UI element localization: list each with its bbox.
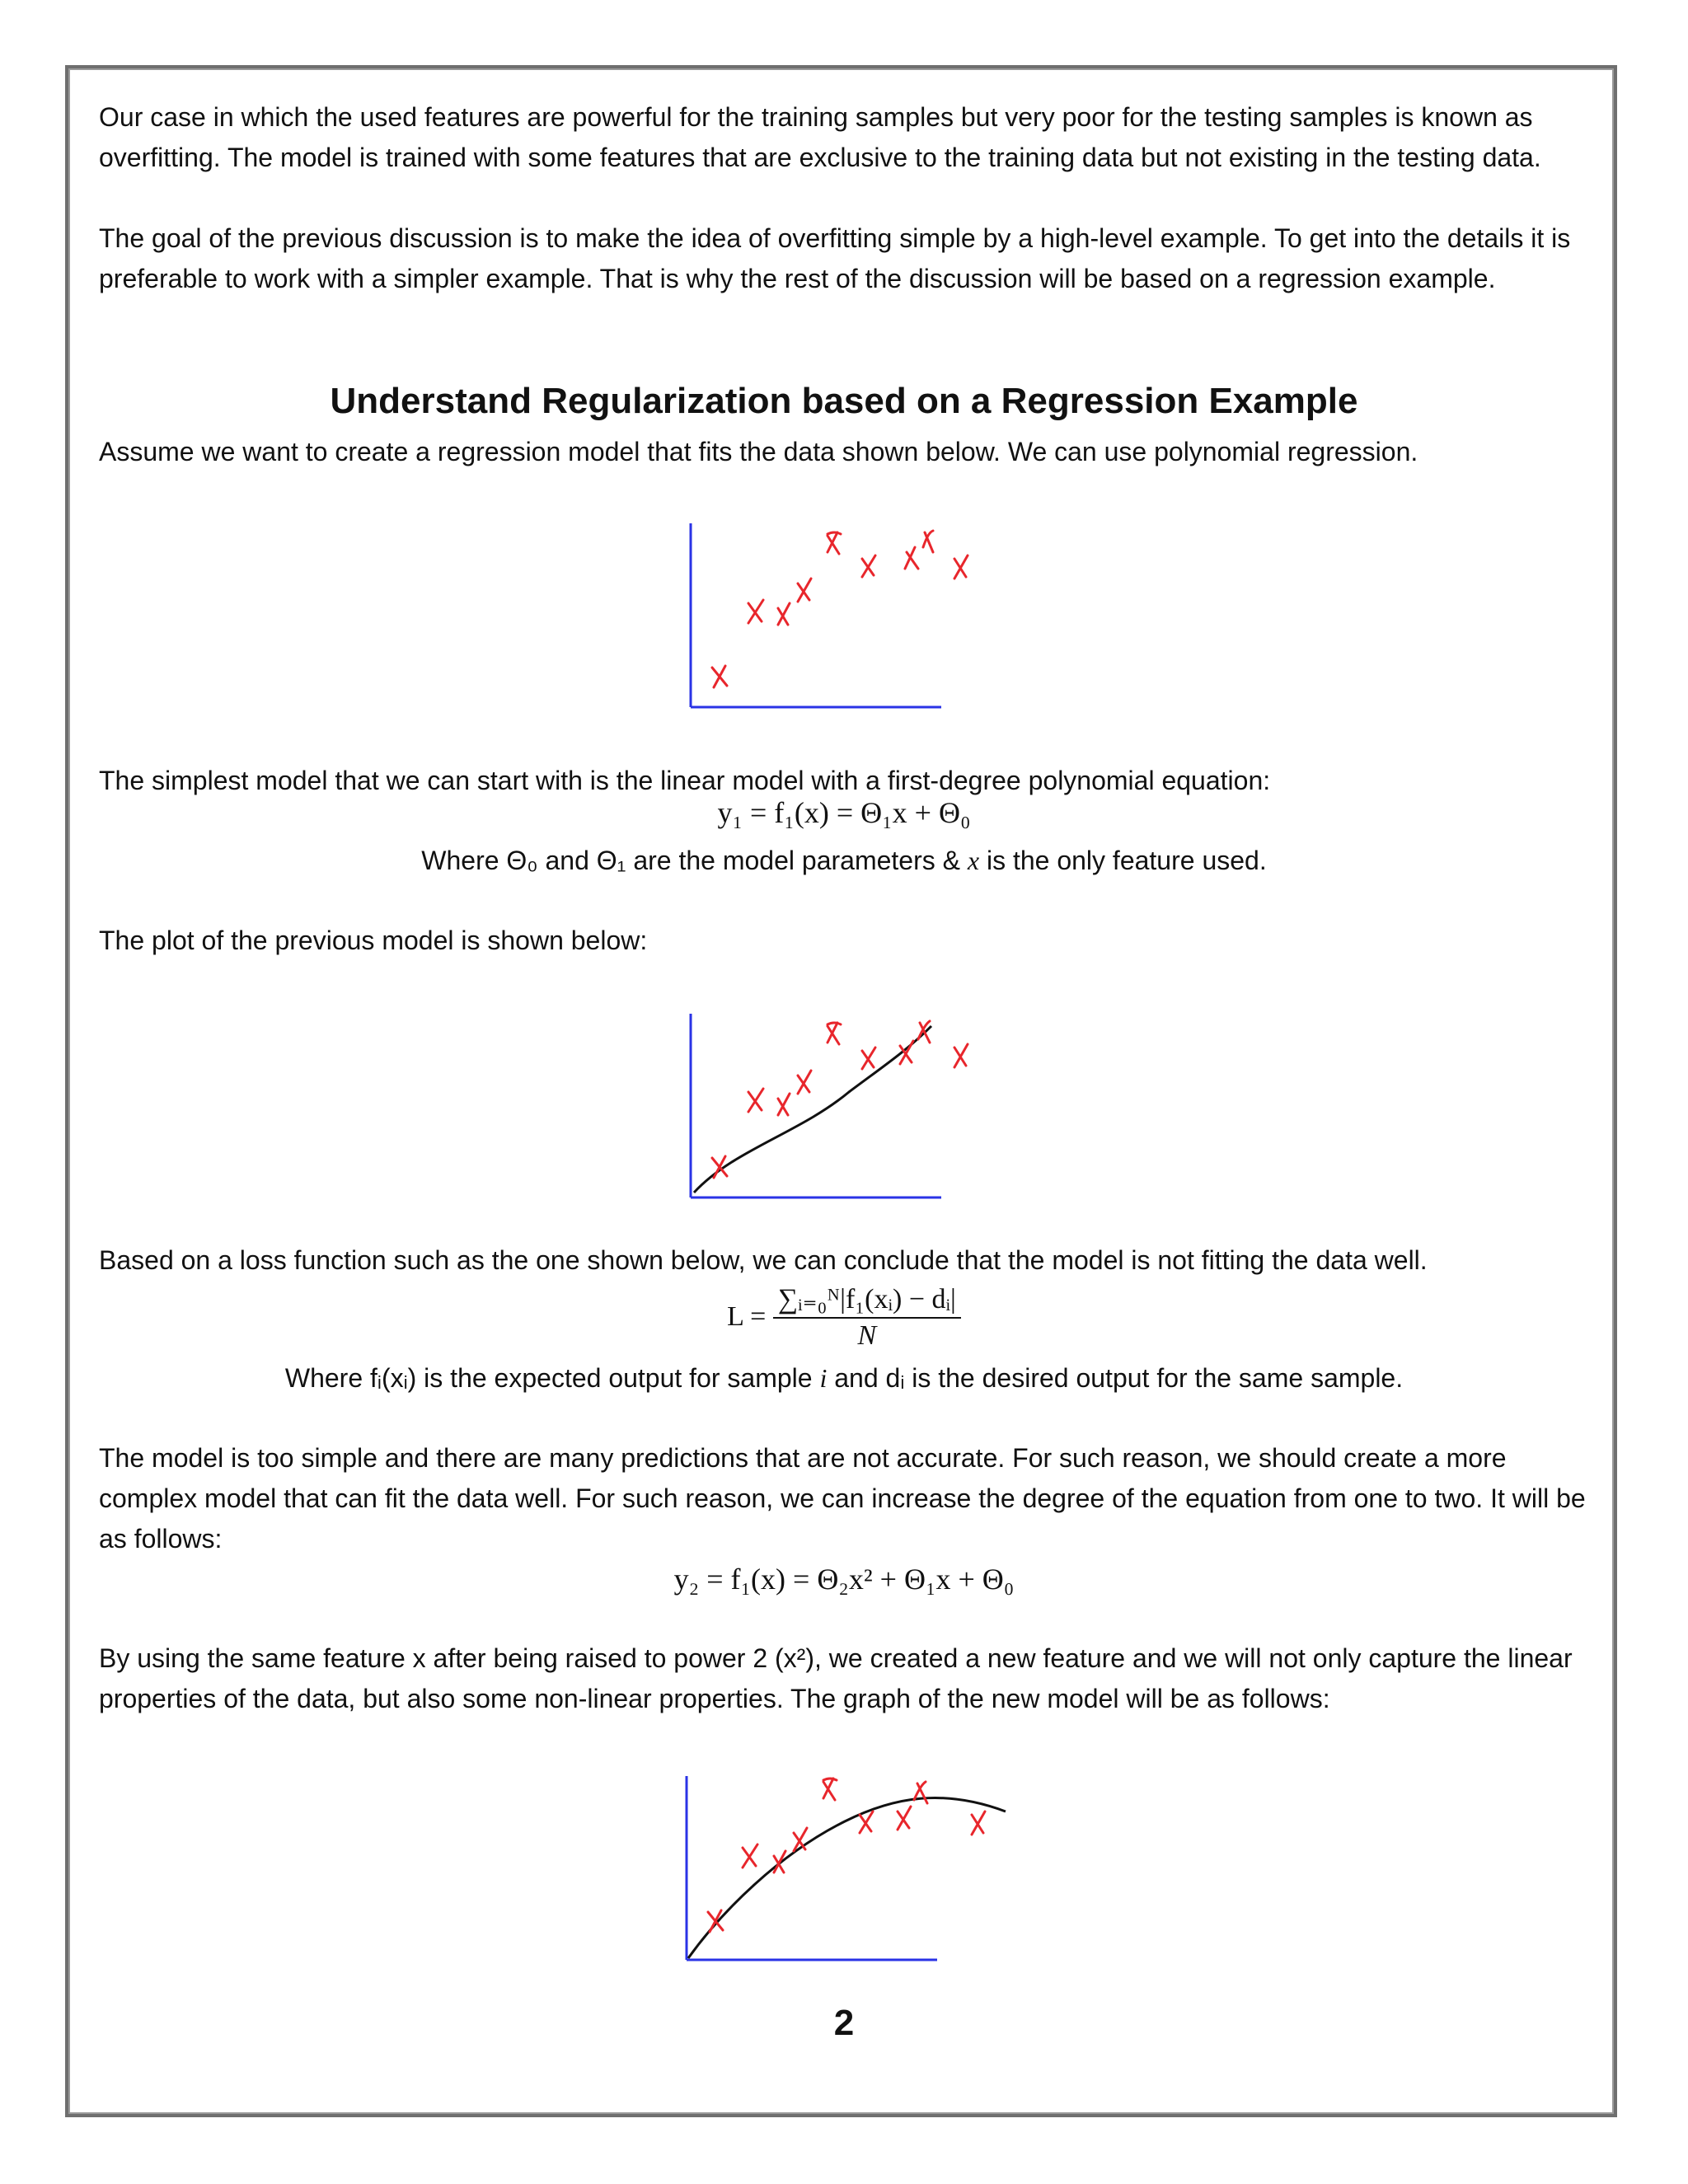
equation-loss-denominator: N bbox=[857, 1320, 877, 1351]
equation-loss-lhs: L = bbox=[727, 1301, 767, 1332]
paragraph-where-theta bbox=[99, 841, 1589, 881]
where-theta-var: x bbox=[967, 846, 980, 875]
paragraph-overfitting: Our case in which the used features are powerful for the training samples but very poor for the testing samples is known as overfitting. The model is trained with some features that are exclusive to the training data but not existing in the testing data. bbox=[99, 102, 1541, 172]
where-f-text: Where fᵢ(xᵢ) is the expected output for sample bbox=[284, 1363, 820, 1393]
equation-quadratic: y₂ = f₁(x) = Θ₂x² + Θ₁x + Θ₀ bbox=[673, 1563, 1015, 1596]
paragraph-assume: Assume we want to create a regression model that fits the data shown below. We can use polynomial regression. bbox=[99, 437, 1418, 466]
paragraph-simplest-model: The simplest model that we can start with is the linear model with a first-degree polynomial equation: bbox=[99, 766, 1271, 795]
where-theta-text: Where Θ₀ and Θ₁ are the model parameters & bbox=[421, 846, 968, 875]
equation-loss-fraction bbox=[773, 1282, 961, 1352]
plot-fit-curve bbox=[694, 1026, 931, 1193]
plot-axes bbox=[691, 1014, 941, 1197]
paragraph-too-simple: The model is too simple and there are many predictions that are not accurate. For such reason, we should create a more complex model that can fit the data well. For such reason, we can increase the degree of the equation from one to two. It will be as follows: bbox=[99, 1443, 1586, 1554]
plot-fit-curve bbox=[688, 1797, 1006, 1958]
section-heading: Understand Regularization based on a Regression Example bbox=[330, 381, 1358, 421]
where-f-var: i bbox=[819, 1363, 828, 1393]
plot-markers bbox=[708, 1779, 985, 1932]
plot-markers bbox=[712, 531, 968, 687]
equation-loss bbox=[99, 1282, 1589, 1352]
plot-quadratic-fit bbox=[672, 1764, 1018, 1970]
plot-axes bbox=[687, 1776, 937, 1960]
equation-loss-numerator: ∑ᵢ₌₀ᴺ|f₁(xᵢ) − dᵢ| bbox=[773, 1282, 961, 1319]
equation-linear: y₁ = f₁(x) = Θ₁x + Θ₀ bbox=[717, 796, 971, 829]
paragraph-loss-function: Based on a loss function such as the one shown below, we can conclude that the model is not fitting the data well. bbox=[99, 1245, 1428, 1275]
paragraph-where-f bbox=[99, 1358, 1589, 1399]
paragraph-same-feature: By using the same feature x after being raised to power 2 (x²), we created a new feature and we will not only capture the linear properties of the data, but also some non-linear properties. The graph of the new model will be as follows: bbox=[99, 1643, 1573, 1713]
plot-axes bbox=[691, 523, 941, 707]
page-number: 2 bbox=[833, 2003, 855, 2043]
paragraph-plot-previous: The plot of the previous model is shown below: bbox=[99, 926, 648, 955]
where-f-text-end: and dᵢ is the desired output for the same sample. bbox=[827, 1363, 1404, 1393]
plot-scatter-data bbox=[676, 511, 1022, 717]
where-theta-text-end: is the only feature used. bbox=[979, 846, 1267, 875]
paragraph-goal: The goal of the previous discussion is to make the idea of overfitting simple by a high-level example. To get into the details it is preferable to work with a simpler example. That is why the rest of the discussion will be based on a regression example. bbox=[99, 223, 1571, 293]
plot-linear-fit bbox=[676, 1001, 1022, 1207]
